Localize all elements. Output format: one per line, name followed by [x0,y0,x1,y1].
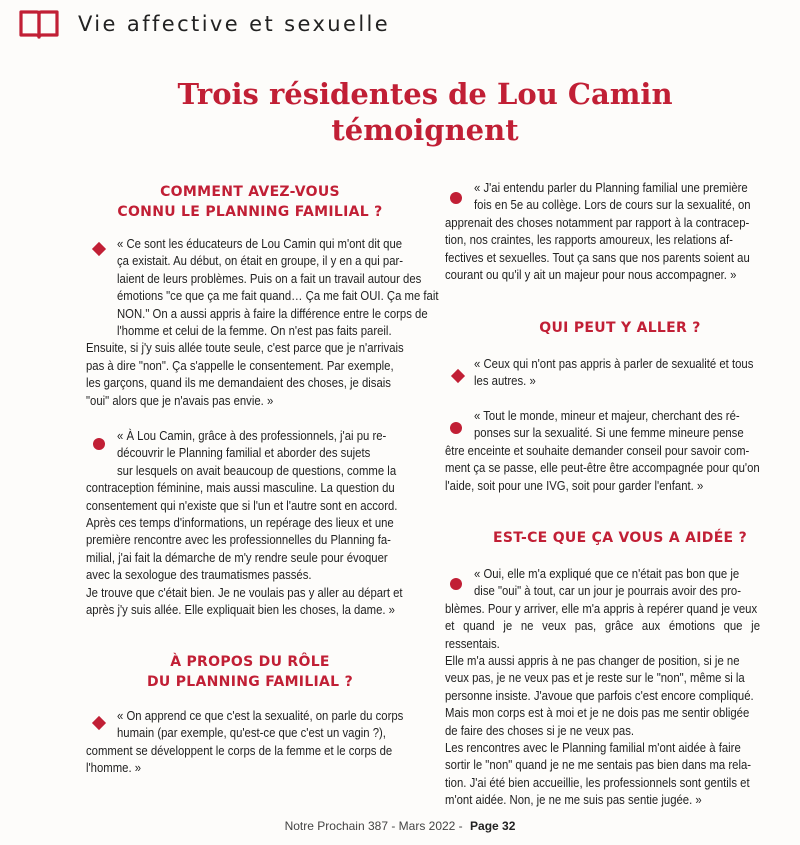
text-line: fectives et sexuelles. Tout ça sans que nos parents soient au [445,250,750,265]
dot-bullet-icon [450,192,462,204]
heading-line: À PROPOS DU RÔLE [170,654,330,670]
text-line: dise "oui" à tout, car un jour je pourrais avoir des pro- [474,584,741,599]
text-line: courant ou qu'il y ait un majeur pour nous accompagner. » [445,268,737,283]
text-line: apprenait des choses notamment par rapport à la contracep- [445,215,750,230]
title-line-2: témoignent [331,113,519,147]
testimony-paragraph-continued [445,443,760,495]
text-line: veux pas, je ne veux pas et je reste sur le "non", même si la [445,671,745,686]
text-line: comment se développent le corps de la femme et le corps de [86,743,393,758]
diamond-bullet-icon [92,242,106,256]
text-line: les autres. » [474,374,536,389]
page-footer [0,819,800,833]
text-line: première rencontre avec les professionnelles du Planning fa- [86,533,391,548]
testimony-paragraph [117,428,439,480]
text-line: être enceinte et souhaite demander conseil pour savoir com- [445,443,750,458]
text-line: m'ont aidée. Non, je ne me suis pas sentie jugée. » [445,793,702,808]
text-line: « J'ai entendu parler du Planning familial une première [474,181,748,195]
testimony-paragraph [474,566,760,601]
text-line: « Ce sont les éducateurs de Lou Camin qui m'ont dit que [117,237,403,251]
text-line: « Oui, elle m'a expliqué que ce n'était pas bon que je [474,567,740,581]
text-line: « Tout le monde, mineur et majeur, cherchant des ré- [474,409,740,423]
heading-line: CONNU LE PLANNING FAMILIAL ? [117,204,383,220]
testimony-paragraph [117,708,439,743]
text-line: contraception féminine, mais aussi masculine. La question du [86,481,395,496]
testimony-paragraph [474,356,760,391]
header-title: Vie affective et sexuelle [78,12,391,36]
section-heading-qui [445,318,795,338]
text-line: blèmes. Pour y arriver, elle m'a appris à repérer quand je veux [445,601,758,616]
text-line: NON." On a aussi appris à faire la différence entre le corps de [117,306,428,321]
text-line: « À Lou Camin, grâce à des professionnels, j'ai pu re- [117,429,387,443]
text-line: consentement qui n'existe que si l'un et l'autre sont en accord. [86,498,398,513]
text-line: après j'y suis allée. Elle expliquait bien les choses, la dame. » [86,603,395,618]
text-line: humain (par exemple, qu'est-ce que c'est un vagin ?), [117,726,386,741]
text-line: l'homme. » [86,761,142,776]
text-line: pas à dire "non". Ça s'appelle le consentement. Par exemple, [86,358,394,373]
section-header [18,6,390,42]
text-line: « On apprend ce que c'est la sexualité, on parle du corps [117,709,404,723]
text-line: Ensuite, si j'y suis allée toute seule, c'est parce que je n'arrivais [86,341,404,356]
testimony-paragraph-continued [86,743,439,778]
text-line: "oui" alors que je n'avais pas envie. » [86,393,274,408]
text-line: de faire des choses si je ne veux pas. [445,723,635,738]
text-line: découvrir le Planning familial et aborder des sujets [117,446,371,461]
dot-bullet-icon [93,438,105,450]
testimony-paragraph-continued [445,601,760,810]
footer-text: Notre Prochain 387 - Mars 2022 - [284,819,463,833]
section-heading-connu [60,182,440,222]
text-line: « Ceux qui n'ont pas appris à parler de sexualité et tous [474,357,754,371]
diamond-bullet-icon [92,716,106,730]
text-line: tion. J'ai été bien accueillie, les professionnels sont gentils et [445,775,750,790]
dot-bullet-icon [450,578,462,590]
text-line: ça existait. Au début, on était en groupe, il y en a qui par- [117,254,404,269]
dot-bullet-icon [450,422,462,434]
testimony-paragraph [117,236,439,340]
testimony-paragraph-continued [445,215,760,285]
text-line: et quand je ne veux pas, grâce aux émotions que je ressentais. [445,619,760,651]
text-line: laient de leurs problèmes. Puis on a fait un travail autour des [117,271,422,286]
testimony-paragraph-continued [86,480,439,619]
text-line: tion, nos craintes, les rapports amoureux, les relations af- [445,233,733,248]
page-title [120,76,730,148]
text-line: fois en 5e au collège. Lors de cours sur la sexualité, on [474,198,751,213]
text-line: les garçons, quand ils me demandaient des choses, je disais [86,376,391,391]
text-line: Après ces temps d'informations, un repérage des lieux et une [86,516,394,530]
text-line: l'aide, soit pour une IVG, soit pour garder l'enfant. » [445,478,704,493]
testimony-paragraph-continued [86,340,439,410]
text-line: Elle m'a aussi appris à ne pas changer de position, si je ne [445,654,740,669]
text-line: émotions "ce que ça me fait quand… Ça me fait OUI. Ça me fait [117,289,439,304]
heading-line: QUI PEUT Y ALLER ? [539,320,701,336]
diamond-bullet-icon [451,369,465,383]
testimony-paragraph [474,180,760,215]
text-line: Je trouve que c'était bien. Je ne voulais pas y aller au départ et [86,585,403,600]
text-line: l'homme et celui de la femme. On n'est pas faits pareil. [117,324,392,339]
text-line: sortir le "non" quand je ne me sentais pas bien dans ma rela- [445,758,752,773]
section-heading-aide [445,528,795,548]
heading-line: EST-CE QUE ÇA VOUS A AIDÉE ? [492,530,748,546]
page-number: Page 32 [470,819,516,833]
text-line: personne insiste. J'avoue que parfois c'est encore compliqué. [445,688,754,703]
text-line: sur lesquels on avait beaucoup de questions, comme la [117,463,397,478]
title-line-1: Trois résidentes de Lou Camin [177,77,673,111]
text-line: milial, j'ai fait la démarche de m'y rendre seule pour évoquer [86,550,388,565]
heading-line: COMMENT AVEZ-VOUS [160,184,340,200]
text-line: ponses sur la sexualité. Si une femme mineure pense [474,426,744,441]
text-line: avec la sexologue des traumatismes passés. [86,568,312,583]
text-line: ment ça se passe, elle peut-être être accompagnée pour qu'on [445,461,760,476]
heading-line: DU PLANNING FAMILIAL ? [146,674,354,690]
section-heading-role [60,652,440,692]
text-line: Les rencontres avec le Planning familial m'ont aidée à faire [445,741,741,756]
testimony-paragraph [474,408,760,443]
book-icon [18,8,60,40]
text-line: Mais mon corps est à moi et je ne dois pas me sentir obligée [445,706,750,721]
